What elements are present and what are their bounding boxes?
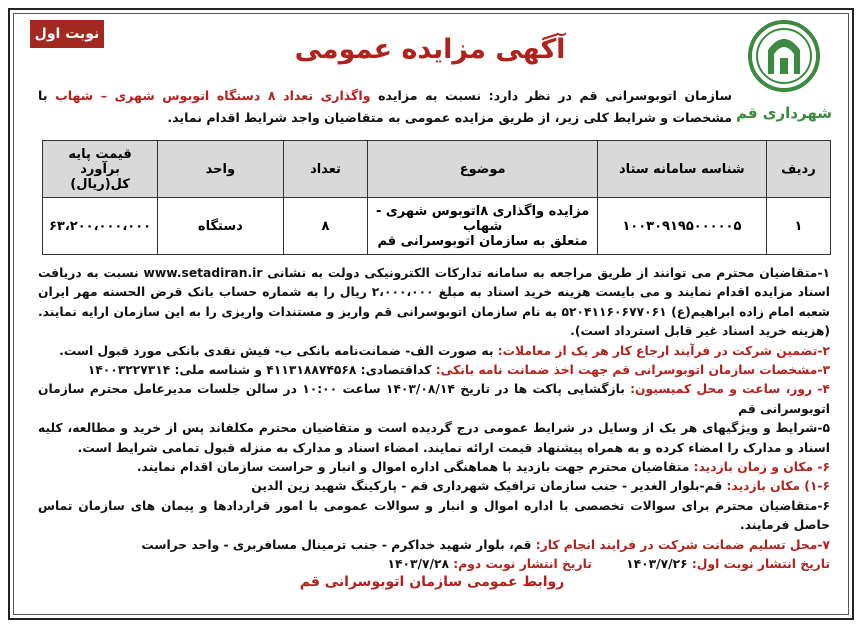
cell-unit: دستگاه (158, 198, 283, 255)
col-header-count: تعداد (283, 141, 368, 198)
condition-6-1-text: قم-بلوار الغدیر - جنب سازمان ترافیک شهرداری قم - پارکینگ شهید زین الدین (251, 479, 727, 494)
publish-dates (38, 555, 830, 574)
page-title: آگهی مزایده عمومی (294, 34, 566, 65)
condition-3-label: ۳-مشخصات سازمان اتوبوسرانی قم جهت اخذ ضمانت نامه بانکی: (435, 363, 830, 378)
condition-6b: ۶-متقاضیان محترم برای سوالات تخصصی با اداره اموال و انبار و سوالات عمومی با امور قراردادها و پیمان های سازمان تماس حاصل فرمایند. (38, 498, 830, 533)
condition-7-text: قم، بلوار شهید خداکرم - جنب ترمینال مسافربری - واحد حراست (141, 537, 536, 552)
condition-4 (38, 380, 830, 419)
cell-count: ۸ (283, 198, 368, 255)
condition-6-1 (38, 477, 830, 496)
table-row (43, 198, 831, 255)
condition-7 (38, 536, 830, 555)
condition-2-text: به صورت الف- ضمانت‌نامه بانکی ب- فیش نقدی بانکی مورد قبول است. (59, 343, 498, 358)
condition-6-label: ۶- مکان و زمان بازدید: (693, 460, 830, 475)
condition-6-text: متقاضیان محترم جهت بازدید با هماهنگی اداره اموال و انبار و حراست سازمان اقدام نمایند. (136, 460, 694, 475)
condition-2 (38, 342, 830, 361)
intro-paragraph (38, 85, 732, 129)
publish-first-date: ۱۴۰۳/۷/۲۶ (626, 557, 692, 572)
table-header-row (43, 141, 831, 198)
footer-publisher: روابط عمومی سازمان اتوبوسرانی قم (299, 574, 565, 590)
col-header-setad-id: شناسه سامانه ستاد (597, 141, 766, 198)
condition-1 (38, 264, 830, 342)
municipality-logo (724, 14, 842, 132)
condition-6 (38, 458, 830, 477)
cell-index: ۱ (766, 198, 830, 255)
intro-part1: سازمان اتوبوسرانی قم در نظر دارد: نسبت به مزایده (370, 88, 733, 103)
col-header-index: ردیف (766, 141, 830, 198)
col-header-unit: واحد (158, 141, 283, 198)
publish-second-label: تاریخ انتشار نوبت دوم: (453, 557, 592, 572)
col-header-subject: موضوع (368, 141, 597, 198)
condition-6-1-label: ۱-۶) مکان بازدید: (726, 479, 830, 494)
condition-5: ۵-شرایط و ویژگیهای هر یک از وسایل در شرایط عمومی درج گردیده است و متقاضیان محترم مکلفاند پس از خرید و مطالعه، کلیه اسناد و مدارک را امضاء کرده و به همراه پیشنهاد قیمت ارائه نمایند. امضاء اسناد و مدارک به منزله قبول تمامی شرایط است. (38, 421, 830, 455)
setad-link[interactable]: www.setadiran.ir (143, 266, 263, 280)
intro-highlight: واگذاری تعداد ۸ دستگاه اتوبوس شهری – شهاب (55, 88, 371, 103)
condition-1-rest: نسبت به دریافت اسناد مزایده اقدام نمایند و می بایست هزینه خرید اسناد به مبلغ ۲،۰۰۰،۰۰۰ ریال را به شماره حساب بانک قرض الحسنه مهر ایران شعبه امام زاده ابراهیم(ع) ۵۲۰۴۱۱۶۰۶۷۷۰۶۱ به نام سازمان اتوبوسرانی قم واریز و مستندات واریزی را به این سازمان ارایه نمایند.(هزینه خرید اسناد غیر قابل استرداد است). (38, 266, 830, 339)
condition-3-text: کداقتصادی: ۴۱۱۳۱۸۸۷۴۵۶۸ و شناسه ملی: ۱۴۰۰۳۲۲۷۳۱۴ (87, 363, 436, 378)
publish-first-label: تاریخ انتشار نوبت اول: (691, 557, 830, 572)
condition-4-text: بازگشایی پاکت ها در تاریخ ۱۴۰۳/۰۸/۱۴ ساعت ۱۰:۰۰ در سالن جلسات مدیرعامل محترم سازمان اتوبوسرانی قم (38, 382, 830, 416)
cell-subject (368, 198, 597, 255)
condition-1-text: ۱-متقاضیان محترم می توانند از طریق مراجعه به سامانه تدارکات الکترونیکی دولت به نشانی (262, 266, 831, 280)
col-header-price: قیمت پایه برآورد کل(ریال) (43, 141, 158, 198)
logo-text: شهرداری قم (735, 104, 833, 122)
publish-second-date: ۱۴۰۳/۷/۲۸ (387, 557, 454, 572)
subject-line1: مزایده واگذاری ۸اتوبوس شهری - شهاب (375, 203, 590, 234)
subject-line2: متعلق به سازمان اتوبوسرانی قم (377, 233, 588, 249)
auction-table (42, 140, 831, 255)
intro-part2: با مشخصات و شرایط کلی زیر، از طریق مزایده عمومی به متقاضیان واجد شرایط اقدام نماید. (38, 88, 732, 125)
condition-7-label: ۷-محل تسلیم ضمانت شرکت در فرایند انجام کار: (535, 537, 830, 552)
cell-price: ۶۳،۲۰۰،۰۰۰،۰۰۰ (43, 198, 158, 255)
condition-3 (38, 361, 830, 380)
conditions-list (38, 264, 830, 575)
condition-2-label: ۲-تضمین شرکت در فرآیند ارجاع کار هر یک از معاملات: (497, 343, 830, 358)
condition-4-label: ۴- روز، ساعت و محل کمیسیون: (630, 382, 831, 397)
cell-setad-id: ۱۰۰۳۰۹۱۹۵۰۰۰۰۰۵ (597, 198, 766, 255)
edition-badge: نوبت اول (30, 20, 104, 48)
